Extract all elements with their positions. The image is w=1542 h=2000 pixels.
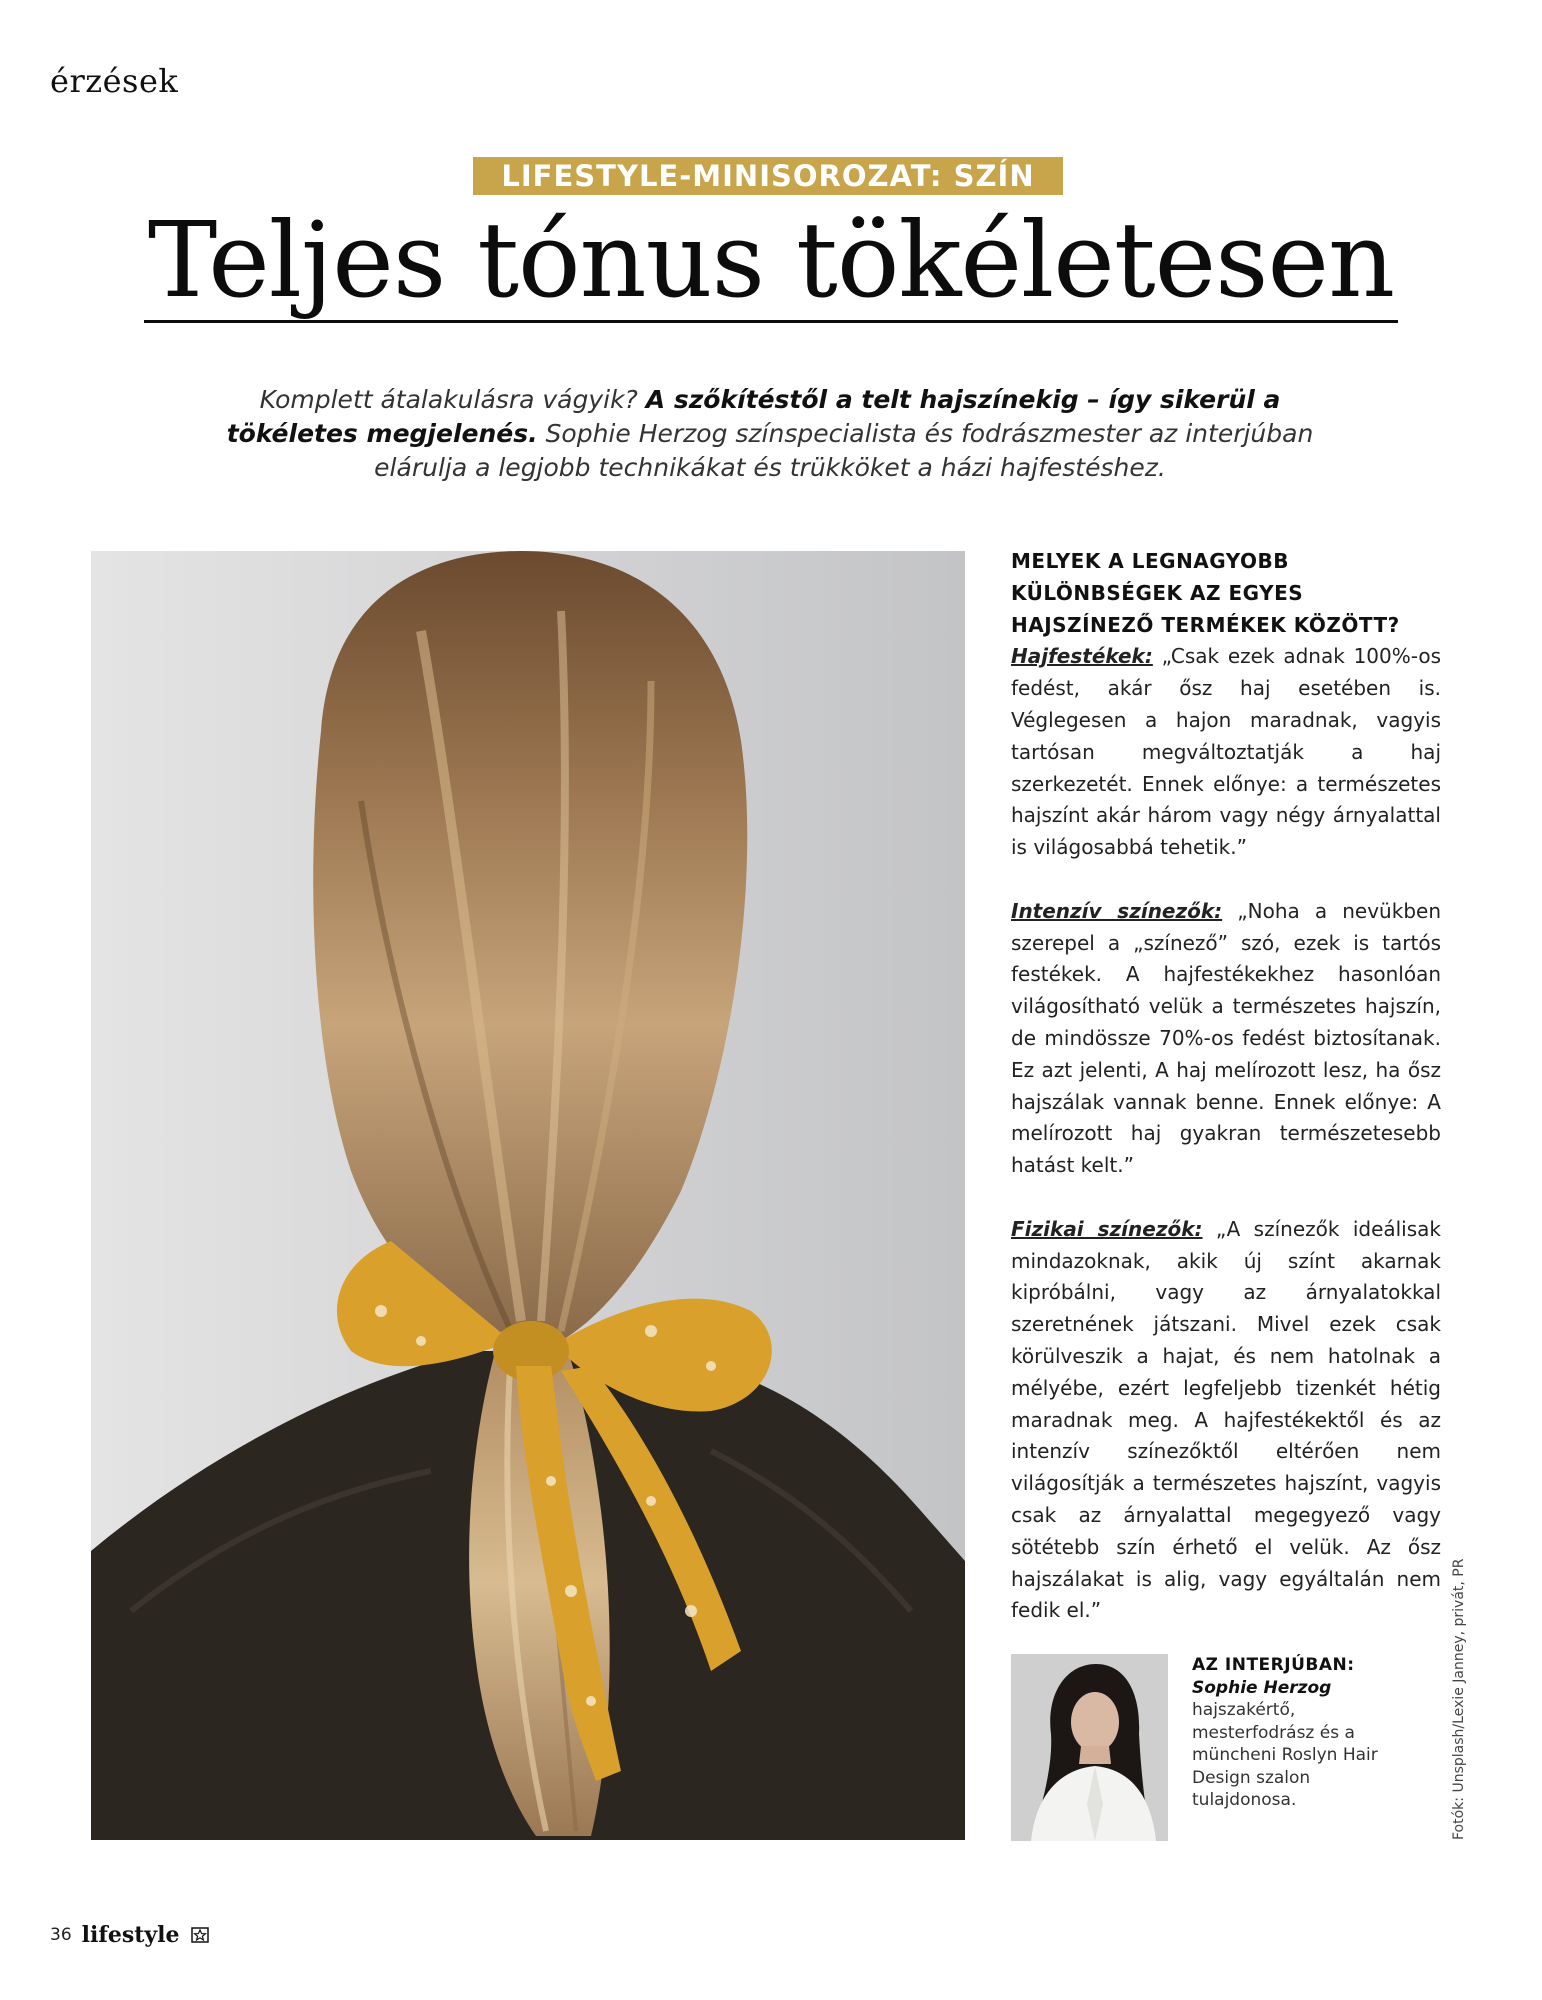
bio-name: Sophie Herzog: [1192, 1677, 1332, 1698]
paragraph-hajfestekek: [1011, 641, 1441, 864]
page-number: 36: [50, 1925, 72, 1945]
expert-bio: [1192, 1654, 1412, 1812]
bio-description: hajszakértő, mesterfodrász és a müncheni Roslyn Hair Design szalon tulajdonosa.: [1192, 1700, 1378, 1810]
term-fizikai-szinezok: Fizikai színezők:: [1011, 1216, 1203, 1241]
lead-paragraph: [190, 383, 1350, 485]
lead-bold: A szőkítéstől a telt hajszínekig – így sikerül a tökéletes megjelenés.: [226, 385, 1281, 448]
section-label: érzések: [50, 62, 179, 100]
lead-rest: Sophie Herzog színspecialista és fodrászmester az interjúban elárulja a legjobb technikákat és trükköket a házi hajfestéshez.: [374, 419, 1314, 482]
hair-photo: [91, 551, 965, 1840]
article-column: [1011, 546, 1441, 1627]
magazine-name: lifestyle: [81, 1922, 180, 1948]
article-question: MELYEK A LEGNAGYOBB KÜLÖNBSÉGEK AZ EGYES HAJSZÍNEZŐ TERMÉKEK KÖZÖTT?: [1011, 549, 1400, 637]
term-hajfestekek: Hajfestékek:: [1011, 644, 1153, 669]
paragraph-intenziv-szinezok: [1011, 896, 1441, 1182]
star-icon: [190, 1925, 210, 1945]
series-kicker: LIFESTYLE-MINISOROZAT: SZÍN: [473, 157, 1063, 195]
page-footer: [50, 1920, 210, 1950]
headline: [0, 199, 1542, 323]
hair-photo-illustration: [91, 551, 965, 1840]
expert-portrait-illustration: [1011, 1654, 1168, 1841]
text-intenziv-szinezok: „Noha a nevükben szerepel a „színező” szó, ezek is tartós festékek. A hajfestékekhez hasonlóan világosítható velük a természetes hajszín, de mindössze 70%-os fedést biztosítanak. Ez azt jelenti, A haj melírozott lesz, ha ősz hajszálak vannak benne. Ennek előnye: A melírozott haj gyakran természetesebb hatást kelt.”: [1011, 898, 1441, 1178]
bio-title: AZ INTERJÚBAN:: [1192, 1655, 1355, 1675]
lead-intro: Komplett átalakulásra vágyik?: [259, 385, 646, 414]
paragraph-fizikai-szinezok: [1011, 1214, 1441, 1627]
text-hajfestekek: „Csak ezek adnak 100%-os fedést, akár ősz haj esetében is. Véglegesen a hajon maradnak, vagyis tartósan megváltoztatják a haj szerkezetét. Ennek előnye: a természetes hajszínt akár három vagy négy árnyalattal is világosabbá tehetik.”: [1011, 644, 1441, 860]
photo-credit: Fotók: Unsplash/Lexie Janney, privát, PR: [1451, 1558, 1467, 1840]
headline-text: Teljes tónus tökéletesen: [144, 208, 1398, 323]
expert-portrait: [1011, 1654, 1168, 1841]
text-fizikai-szinezok: „A színezők ideálisak mindazoknak, akik új színt akarnak kipróbálni, vagy az árnyalatokkal szeretnének játszani. Mivel ezek csak körülveszik a hajat, és nem hatolnak a mélyébe, ezért legfeljebb tizenkét hétig maradnak meg. A hajfestékektől és az intenzív színezőktől eltérően nem világosítják a természetes hajszínt, vagyis csak az árnyalattal megegyező vagy sötétebb szín érhető el velük. Az ősz hajszálakat is alig, vagy egyáltalán nem fedik el.”: [1011, 1216, 1441, 1623]
term-intenziv-szinezok: Intenzív színezők:: [1011, 898, 1223, 923]
